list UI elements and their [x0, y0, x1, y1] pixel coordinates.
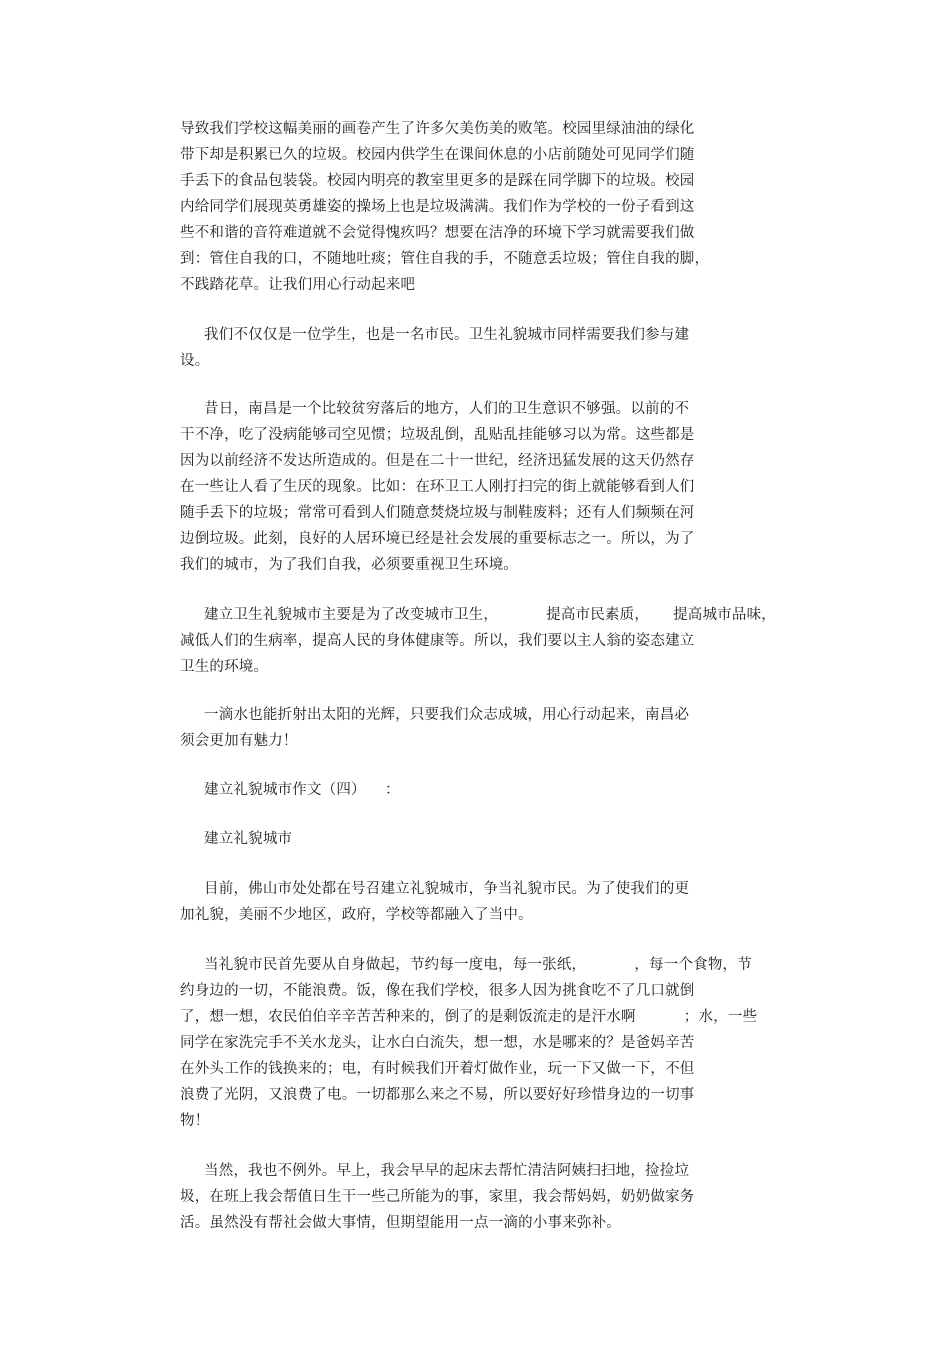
section-heading: 建立礼貌城市作文（四） ：	[180, 782, 400, 798]
text-line: 一滴水也能折射出太阳的光辉，只要我们众志成城，用心行动起来，南昌必	[180, 707, 690, 723]
text-line: 卫生的环境。	[180, 659, 269, 675]
text-line: 减低人们的生病率，提高人民的身体健康等。所以，我们要以主人翁的姿态建立	[180, 633, 695, 649]
text-line: 须会更加有魅力！	[180, 733, 298, 749]
text-line: 我们不仅仅是一位学生，也是一名市民。卫生礼貌城市同样需要我们参与建	[180, 327, 690, 343]
text-line: 浪费了光阴，又浪费了电。一切都那么来之不易，所以要好好珍惜身边的一切事	[180, 1087, 695, 1103]
text-line: 我们的城市，为了我们自我，必须要重视卫生环境。	[180, 557, 519, 573]
text-line: 约身边的一切，不能浪费。饭，像在我们学校，很多人因为挑食吃不了几口就倒	[180, 983, 695, 999]
text-line: 边倒垃圾。此刻，良好的人居环境已经是社会发展的重要标志之一。所以，为了	[180, 531, 695, 547]
text-line: 活。虽然没有帮社会做大事情，但期望能用一点一滴的小事来弥补。	[180, 1215, 621, 1231]
text-line: 因为以前经济不发达所造成的。但是在二十一世纪，经济迅猛发展的这天仍然存	[180, 453, 695, 469]
text-line: 当然，我也不例外。早上，我会早早的起床去帮忙清洁阿姨扫扫地，捡捡垃	[180, 1163, 690, 1179]
text-line: 建立卫生礼貌城市主要是为了改变城市卫生， 提高市民素质， 提高城市品味，	[180, 607, 776, 623]
text-line: 内给同学们展现英勇雄姿的操场上也是垃圾满满。我们作为学校的一份子看到这	[180, 199, 695, 215]
text-line: 些不和谐的音符难道就不会觉得愧疚吗？想要在洁净的环境下学习就需要我们做	[180, 225, 695, 241]
text-line: 设。	[180, 353, 210, 369]
text-line: 了，想一想，农民伯伯辛辛苦苦种来的，倒了的是剩饭流走的是汗水啊 ；水，一些	[180, 1009, 758, 1025]
text-line: 加礼貌，美丽不少地区，政府，学校等都融入了当中。	[180, 907, 533, 923]
text-line: 物！	[180, 1113, 210, 1129]
text-line: 带下却是积累已久的垃圾。校园内供学生在课间休息的小店前随处可见同学们随	[180, 147, 695, 163]
text-line: 昔日，南昌是一个比较贫穷落后的地方，人们的卫生意识不够强。以前的不	[180, 401, 690, 417]
article-title: 建立礼貌城市	[180, 831, 293, 847]
text-line: 同学在家洗完手不关水龙头，让水白白流失，想一想，水是哪来的？是爸妈辛苦	[180, 1035, 695, 1051]
text-line: 当礼貌市民首先要从自身做起，节约每一度电，每一张纸， ，每一个食物，节	[180, 957, 752, 973]
text-line: 在一些让人看了生厌的现象。比如：在环卫工人刚打扫完的街上就能够看到人们	[180, 479, 695, 495]
text-line: 圾，在班上我会帮值日生干一些己所能为的事，家里，我会帮妈妈，奶奶做家务	[180, 1189, 695, 1205]
text-line: 目前，佛山市处处都在号召建立礼貌城市，争当礼貌市民。为了使我们的更	[180, 881, 690, 897]
text-line: 随手丢下的垃圾；常常可看到人们随意焚烧垃圾与制鞋废料；还有人们频频在河	[180, 505, 695, 521]
text-line: 导致我们学校这幅美丽的画卷产生了许多欠美伤美的败笔。校园里绿油油的绿化	[180, 121, 695, 137]
text-line: 不践踏花草。让我们用心行动起来吧	[180, 277, 416, 293]
text-line: 到：管住自我的口，不随地吐痰；管住自我的手，不随意丢垃圾；管住自我的脚，	[180, 251, 710, 267]
text-line: 干不净，吃了没病能够司空见惯；垃圾乱倒，乱贴乱挂能够习以为常。这些都是	[180, 427, 695, 443]
text-line: 在外头工作的钱换来的；电，有时候我们开着灯做作业，玩一下又做一下，不但	[180, 1061, 695, 1077]
text-line: 手丢下的食品包装袋。校园内明亮的教室里更多的是踩在同学脚下的垃圾。校园	[180, 173, 695, 189]
